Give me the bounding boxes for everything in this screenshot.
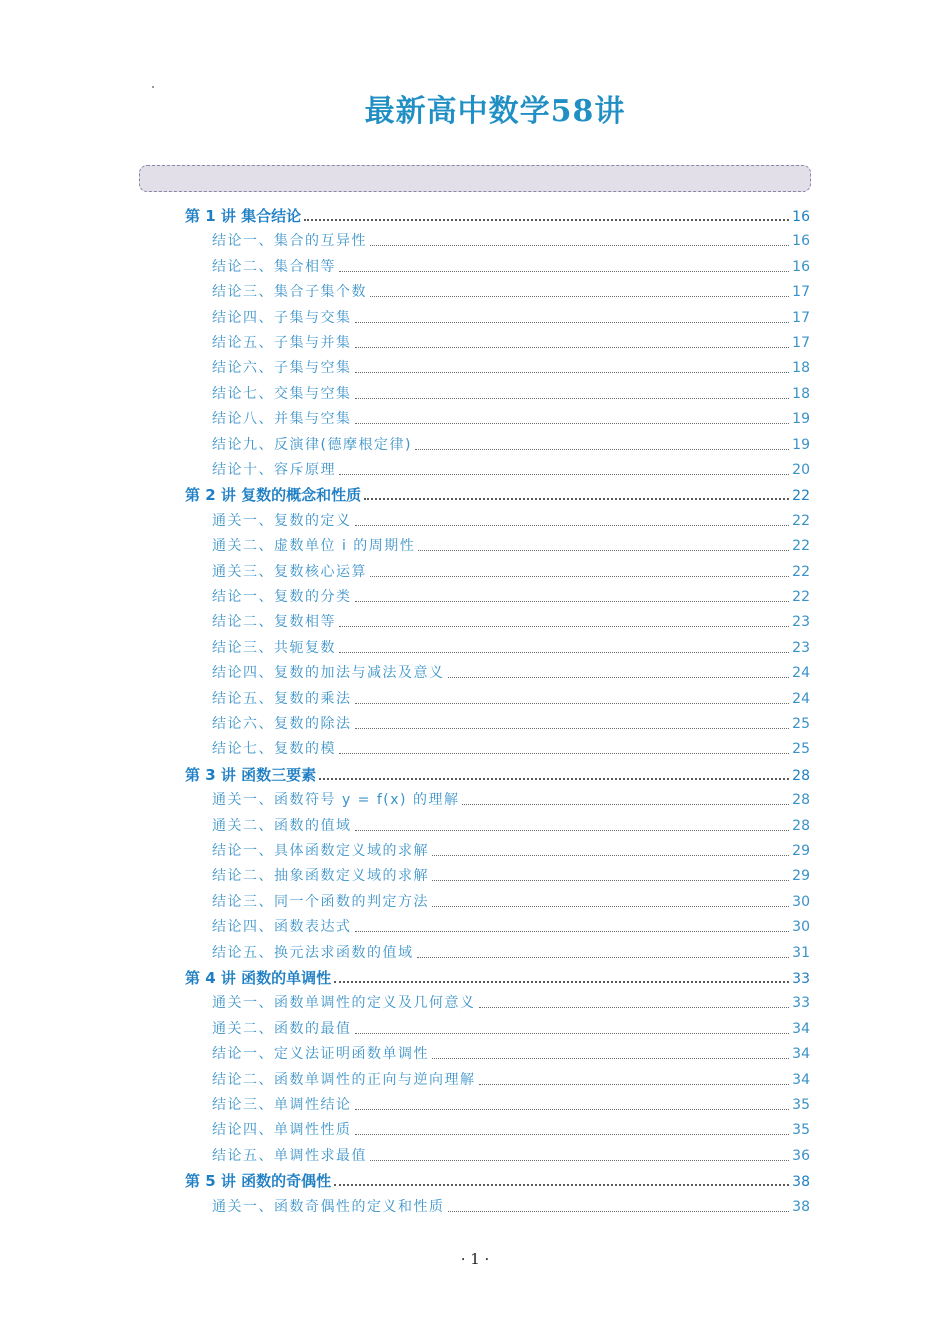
toc-page-number: 16 — [792, 258, 810, 275]
toc-entry-title: 结论六、复数的除法 — [212, 716, 352, 732]
dot-leader — [370, 575, 789, 577]
toc-entry-title: 第 5 讲 函数的奇偶性 — [185, 1172, 332, 1191]
toc-page-number: 22 — [792, 563, 810, 580]
toc-section-entry[interactable] — [212, 687, 810, 711]
toc-entry-title: 结论一、集合的互异性 — [212, 233, 367, 250]
toc-section-entry[interactable] — [212, 991, 810, 1015]
dot-leader — [370, 295, 789, 297]
toc-page-number: 22 — [792, 512, 810, 529]
toc-section-entry[interactable] — [212, 306, 810, 330]
toc-section-entry[interactable] — [212, 1068, 810, 1092]
toc-section-entry[interactable] — [212, 814, 810, 838]
dot-leader — [334, 1183, 789, 1186]
toc-page-number: 34 — [792, 1020, 810, 1037]
toc-entry-title: 结论四、函数表达式 — [212, 919, 352, 936]
toc-section-entry[interactable] — [212, 585, 810, 609]
toc-section-entry[interactable] — [212, 636, 810, 660]
toc-section-entry[interactable] — [212, 1017, 810, 1041]
dot-leader — [448, 676, 790, 678]
toc-page-number: 28 — [792, 767, 810, 784]
toc-section-entry[interactable] — [212, 356, 810, 380]
dot-leader — [355, 702, 790, 704]
toc-entry-title: 结论七、复数的模 — [212, 741, 336, 758]
dot-leader — [355, 524, 790, 526]
toc-page-number: 17 — [792, 284, 810, 301]
toc-entry-title: 结论十、容斥原理 — [212, 462, 336, 478]
toc-page-number: 34 — [792, 1046, 810, 1063]
toc-page-number: 29 — [792, 868, 810, 885]
toc-entry-title: 结论七、交集与空集 — [212, 385, 352, 402]
toc-page-number: 17 — [792, 335, 810, 351]
toc-page-number: 35 — [792, 1097, 810, 1113]
toc-entry-title: 结论四、子集与交集 — [212, 309, 352, 326]
toc-page-number: 16 — [792, 233, 810, 250]
toc-page-number: 19 — [792, 411, 810, 428]
toc-section-entry[interactable] — [212, 382, 810, 406]
toc-page-number: 38 — [792, 1198, 810, 1215]
page-title: 最新高中数学58讲 — [364, 94, 626, 129]
toc-entry-title: 通关二、函数的值域 — [212, 817, 352, 834]
toc-page-number: 23 — [792, 639, 810, 656]
dot-leader — [355, 1108, 790, 1110]
dot-leader — [370, 1159, 789, 1161]
toc-page-number: 24 — [792, 690, 810, 707]
toc-page-number: 23 — [792, 614, 810, 631]
toc-section-entry[interactable] — [212, 407, 810, 431]
toc-entry-title: 结论四、单调性性质 — [212, 1122, 352, 1139]
toc-section-entry[interactable] — [212, 839, 810, 863]
toc-entry-title: 结论一、定义法证明函数单调性 — [212, 1046, 429, 1063]
dot-leader — [319, 777, 789, 780]
dot-leader — [355, 1032, 790, 1034]
dot-leader — [415, 448, 789, 450]
toc-entry-title: 结论一、具体函数定义域的求解 — [212, 843, 429, 859]
dot-leader — [355, 829, 790, 831]
toc-section-entry[interactable] — [212, 331, 810, 355]
toc-entry-title: 第 4 讲 函数的单调性 — [185, 969, 332, 987]
toc-page-number: 19 — [792, 436, 810, 453]
toc-section-entry[interactable] — [212, 1042, 810, 1066]
toc-section-entry[interactable] — [212, 433, 810, 457]
dot-leader — [355, 321, 790, 323]
dot-leader — [479, 1083, 790, 1085]
toc-entry-title: 通关三、复数核心运算 — [212, 563, 367, 580]
toc-page-number: 33 — [792, 995, 810, 1012]
toc-entry-title: 结论三、单调性结论 — [212, 1097, 352, 1113]
dot-leader — [355, 346, 790, 348]
toc-section-entry[interactable] — [212, 864, 810, 888]
toc-entry-title: 结论五、子集与并集 — [212, 335, 352, 351]
toc-section-entry[interactable] — [212, 1118, 810, 1142]
toc-entry-title: 结论五、换元法求函数的值域 — [212, 944, 414, 961]
page-number: · 1 · — [460, 1250, 490, 1268]
toc-chapter-entry[interactable] — [185, 483, 810, 507]
toc-section-entry[interactable] — [212, 255, 810, 279]
dot-leader — [355, 1133, 790, 1135]
dot-leader — [479, 1006, 790, 1008]
toc-page-number: 36 — [792, 1147, 810, 1164]
toc-page-number: 28 — [792, 792, 810, 809]
toc-page-number: 35 — [792, 1122, 810, 1139]
toc-page-number: 34 — [792, 1071, 810, 1088]
toc-entry-title: 第 3 讲 函数三要素 — [185, 765, 317, 784]
toc-section-entry[interactable] — [212, 534, 810, 558]
dot-leader — [432, 905, 789, 907]
toc-entry-title: 通关一、函数符号 y = f(x) 的理解 — [212, 792, 460, 809]
dot-leader — [432, 1057, 789, 1059]
toc-chapter-entry[interactable] — [185, 763, 810, 787]
toc-section-entry[interactable] — [212, 560, 810, 584]
toc-entry-title: 通关一、函数奇偶性的定义和性质 — [212, 1198, 445, 1215]
toc-page-number: 38 — [792, 1174, 810, 1191]
dot-leader — [304, 218, 789, 221]
dot-leader — [355, 422, 790, 424]
toc-section-entry[interactable] — [212, 229, 810, 253]
toc-section-entry[interactable] — [212, 610, 810, 634]
toc-entry-title: 结论三、集合子集个数 — [212, 284, 367, 301]
toc-entry-title: 结论一、复数的分类 — [212, 589, 352, 605]
toc-page-number: 30 — [792, 893, 810, 910]
toc-section-entry[interactable] — [212, 737, 810, 761]
toc-chapter-entry[interactable] — [185, 966, 810, 990]
decorative-title-bar — [139, 165, 811, 192]
dot-leader — [418, 549, 789, 551]
toc-chapter-entry[interactable] — [185, 204, 810, 228]
dot-leader — [448, 1210, 790, 1212]
toc-entry-title: 结论八、并集与空集 — [212, 411, 352, 428]
toc-section-entry[interactable] — [212, 890, 810, 914]
dot-leader — [339, 752, 789, 754]
toc-entry-title: 结论二、函数单调性的正向与逆向理解 — [212, 1071, 476, 1088]
toc-entry-title: 结论五、单调性求最值 — [212, 1147, 367, 1164]
dot-leader — [355, 397, 790, 399]
toc-page-number: 25 — [792, 741, 810, 758]
toc-page-number: 16 — [792, 209, 810, 225]
toc-entry-title: 结论六、子集与空集 — [212, 360, 352, 377]
dot-leader — [339, 651, 789, 653]
toc-section-entry[interactable] — [212, 788, 810, 812]
dot-leader — [339, 270, 789, 272]
dot-leader — [417, 956, 790, 958]
toc-section-entry[interactable] — [212, 458, 810, 482]
toc-entry-title: 结论三、共轭复数 — [212, 639, 336, 656]
toc-page-number: 30 — [792, 919, 810, 936]
toc-section-entry[interactable] — [212, 509, 810, 533]
toc-page-number: 17 — [792, 309, 810, 326]
toc-entry-title: 结论五、复数的乘法 — [212, 690, 352, 707]
dot-leader — [370, 244, 789, 246]
toc-page-number: 31 — [792, 944, 810, 961]
toc-page-number: 18 — [792, 360, 810, 377]
dot-leader — [355, 371, 790, 373]
toc-page-number: 33 — [792, 971, 810, 987]
toc-entry-title: 通关二、函数的最值 — [212, 1020, 352, 1037]
toc-page-number: 18 — [792, 385, 810, 402]
toc-entry-title: 第 1 讲 集合结论 — [185, 207, 302, 225]
toc-page-number: 25 — [792, 716, 810, 732]
toc-entry-title: 第 2 讲 复数的概念和性质 — [185, 486, 362, 505]
toc-page-number: 28 — [792, 817, 810, 834]
toc-entry-title: 结论九、反演律(德摩根定律) — [212, 436, 412, 453]
toc-page-number: 22 — [792, 589, 810, 605]
dot-leader — [334, 980, 789, 983]
toc-entry-title: 结论三、同一个函数的判定方法 — [212, 893, 429, 910]
dot-leader — [355, 727, 790, 729]
toc-entry-title: 结论二、集合相等 — [212, 258, 336, 275]
toc-section-entry[interactable] — [212, 915, 810, 939]
toc-page-number: 22 — [792, 538, 810, 555]
toc-section-entry[interactable] — [212, 941, 810, 965]
dot-leader — [355, 600, 790, 602]
dot-leader — [432, 879, 789, 881]
toc-section-entry[interactable] — [212, 280, 810, 304]
toc-section-entry[interactable] — [212, 661, 810, 685]
toc-entry-title: 结论二、抽象函数定义域的求解 — [212, 868, 429, 885]
toc-section-entry[interactable] — [212, 712, 810, 736]
toc-section-entry[interactable] — [212, 1093, 810, 1117]
toc-page-number: 20 — [792, 462, 810, 478]
toc-page-number: 29 — [792, 843, 810, 859]
toc-section-entry[interactable] — [212, 1195, 810, 1219]
toc-entry-title: 结论二、复数相等 — [212, 614, 336, 631]
toc-page-number: 22 — [792, 488, 810, 505]
toc-entry-title: 结论四、复数的加法与减法及意义 — [212, 665, 445, 682]
dot-leader — [462, 803, 789, 805]
toc-entry-title: 通关一、函数单调性的定义及几何意义 — [212, 995, 476, 1012]
toc-chapter-entry[interactable] — [185, 1169, 810, 1193]
dot-leader — [339, 625, 789, 627]
toc-page-number: 24 — [792, 665, 810, 682]
dot-leader — [339, 473, 789, 475]
toc-entry-title: 通关一、复数的定义 — [212, 512, 352, 529]
dot-leader — [432, 854, 789, 856]
toc-entry-title: 通关二、虚数单位 i 的周期性 — [212, 538, 416, 555]
dot-leader — [364, 497, 789, 500]
toc-section-entry[interactable] — [212, 1144, 810, 1168]
dot-leader — [355, 930, 790, 932]
